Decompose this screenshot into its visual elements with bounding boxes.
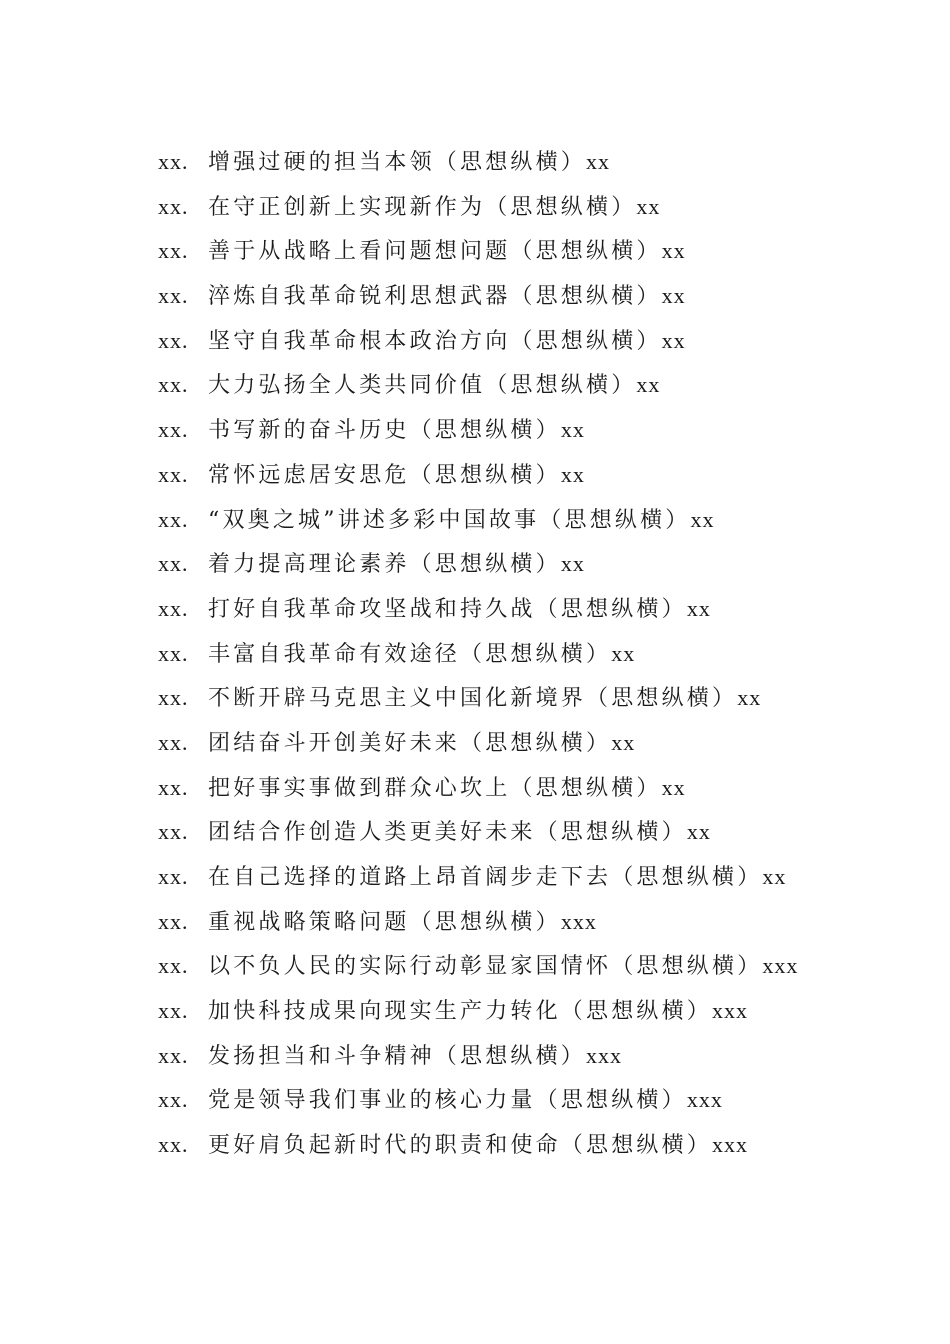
toc-item	[158, 229, 798, 274]
item-title: 善于从战略上看问题想问题（思想纵横）	[208, 239, 662, 265]
item-separator: .	[182, 774, 190, 800]
toc-item	[158, 676, 798, 721]
item-author: xx	[762, 864, 787, 889]
item-number: xx	[158, 819, 182, 845]
item-separator: .	[182, 283, 190, 309]
item-separator: .	[182, 417, 190, 443]
toc-item	[158, 989, 798, 1034]
toc-item	[158, 498, 798, 543]
item-author: xx	[560, 417, 585, 443]
toc-item	[158, 900, 798, 945]
item-title: 丰富自我革命有效途径（思想纵横）	[208, 641, 612, 667]
item-title: 加快科技成果向现实生产力转化（思想纵横）	[208, 999, 713, 1025]
item-number: xx	[158, 1042, 182, 1068]
toc-list	[158, 140, 798, 1168]
item-separator: .	[182, 998, 190, 1024]
item-number: xx	[158, 774, 182, 800]
item-separator: .	[182, 729, 190, 755]
item-number: xx	[158, 551, 182, 577]
item-author: xx	[611, 729, 636, 755]
toc-item	[158, 363, 798, 408]
toc-item	[158, 1123, 798, 1168]
item-author: xx	[661, 283, 686, 309]
item-title: 着力提高理论素养（思想纵横）	[208, 552, 561, 578]
item-author: xxx	[712, 1132, 749, 1158]
toc-item	[158, 274, 798, 319]
item-title: 团结合作创造人类更美好未来（思想纵横）	[208, 820, 687, 846]
toc-item	[158, 408, 798, 453]
toc-item	[158, 1078, 798, 1123]
item-author: xxx	[686, 1087, 723, 1113]
item-author: xx	[690, 506, 715, 532]
item-number: xx	[158, 729, 182, 755]
item-number: xx	[158, 953, 182, 979]
item-separator: .	[182, 953, 190, 979]
item-separator: .	[182, 864, 190, 889]
toc-item	[158, 587, 798, 632]
item-separator: .	[182, 1042, 190, 1068]
item-number: xx	[158, 908, 182, 934]
item-number: xx	[158, 417, 182, 443]
toc-item	[158, 185, 798, 230]
item-number: xx	[158, 1087, 182, 1113]
item-author: xx	[661, 238, 686, 264]
item-number: xx	[158, 506, 182, 532]
toc-item	[158, 1034, 798, 1079]
item-number: xx	[158, 640, 182, 666]
item-author: xx	[636, 193, 661, 219]
item-number: xx	[158, 461, 182, 487]
item-author: xxx	[560, 908, 597, 934]
item-author: xx	[560, 551, 585, 577]
item-number: xx	[158, 238, 182, 264]
item-author: xx	[686, 595, 711, 621]
item-separator: .	[182, 551, 190, 577]
item-title: 淬炼自我革命锐利思想武器（思想纵横）	[208, 284, 662, 310]
item-title: 团结奋斗开创美好未来（思想纵横）	[208, 730, 612, 756]
toc-item	[158, 140, 798, 185]
item-title: 常怀远虑居安思危（思想纵横）	[208, 462, 561, 488]
item-separator: .	[182, 1132, 190, 1158]
item-title: 打好自我革命攻坚战和持久战（思想纵横）	[208, 596, 687, 622]
item-author: xx	[560, 461, 585, 487]
item-title: 坚守自我革命根本政治方向（思想纵横）	[208, 328, 662, 354]
toc-item	[158, 721, 798, 766]
item-author: xx	[737, 685, 762, 711]
item-separator: .	[182, 327, 190, 353]
toc-item	[158, 944, 798, 989]
item-title: 不断开辟马克思主义中国化新境界（思想纵横）	[208, 686, 738, 712]
item-author: xx	[636, 372, 661, 398]
toc-item	[158, 453, 798, 498]
item-title: 重视战略策略问题（思想纵横）	[208, 909, 561, 935]
item-separator: .	[182, 595, 190, 621]
toc-item	[158, 542, 798, 587]
item-title: 把好事实事做到群众心坎上（思想纵横）	[208, 775, 662, 801]
item-separator: .	[182, 193, 190, 219]
item-author: xxx	[712, 998, 749, 1024]
item-separator: .	[182, 908, 190, 934]
item-number: xx	[158, 372, 182, 398]
item-number: xx	[158, 685, 182, 711]
item-number: xx	[158, 283, 182, 309]
item-separator: .	[182, 685, 190, 711]
item-title: 发扬担当和斗争精神（思想纵横）	[208, 1043, 587, 1069]
item-title: 党是领导我们事业的核心力量（思想纵横）	[208, 1088, 687, 1114]
item-separator: .	[182, 1087, 190, 1113]
toc-item	[158, 319, 798, 364]
item-author: xx	[661, 327, 686, 353]
item-number: xx	[158, 327, 182, 353]
item-title: “双奥之城”讲述多彩中国故事（思想纵横）	[208, 507, 691, 533]
item-separator: .	[182, 640, 190, 666]
item-title: 在自己选择的道路上昂首阔步走下去（思想纵横）	[208, 865, 763, 890]
item-separator: .	[182, 506, 190, 532]
item-separator: .	[182, 149, 190, 174]
item-title: 增强过硬的担当本领（思想纵横）	[208, 150, 587, 175]
item-number: xx	[158, 864, 182, 889]
item-number: xx	[158, 193, 182, 219]
toc-item	[158, 632, 798, 677]
item-number: xx	[158, 998, 182, 1024]
item-title: 在守正创新上实现新作为（思想纵横）	[208, 194, 637, 220]
item-title: 以不负人民的实际行动彰显家国情怀（思想纵横）	[208, 954, 763, 980]
item-author: xx	[586, 149, 611, 174]
item-separator: .	[182, 372, 190, 398]
item-separator: .	[182, 238, 190, 264]
item-title: 更好肩负起新时代的职责和使命（思想纵横）	[208, 1133, 713, 1159]
toc-item	[158, 810, 798, 855]
item-title: 书写新的奋斗历史（思想纵横）	[208, 418, 561, 444]
item-separator: .	[182, 461, 190, 487]
item-number: xx	[158, 1132, 182, 1158]
item-author: xx	[611, 640, 636, 666]
item-number: xx	[158, 149, 182, 174]
toc-item	[158, 855, 798, 900]
item-author: xxx	[586, 1042, 623, 1068]
item-separator: .	[182, 819, 190, 845]
item-author: xxx	[762, 953, 799, 979]
item-title: 大力弘扬全人类共同价值（思想纵横）	[208, 373, 637, 399]
item-author: xx	[686, 819, 711, 845]
toc-item	[158, 766, 798, 811]
item-number: xx	[158, 595, 182, 621]
item-author: xx	[661, 774, 686, 800]
